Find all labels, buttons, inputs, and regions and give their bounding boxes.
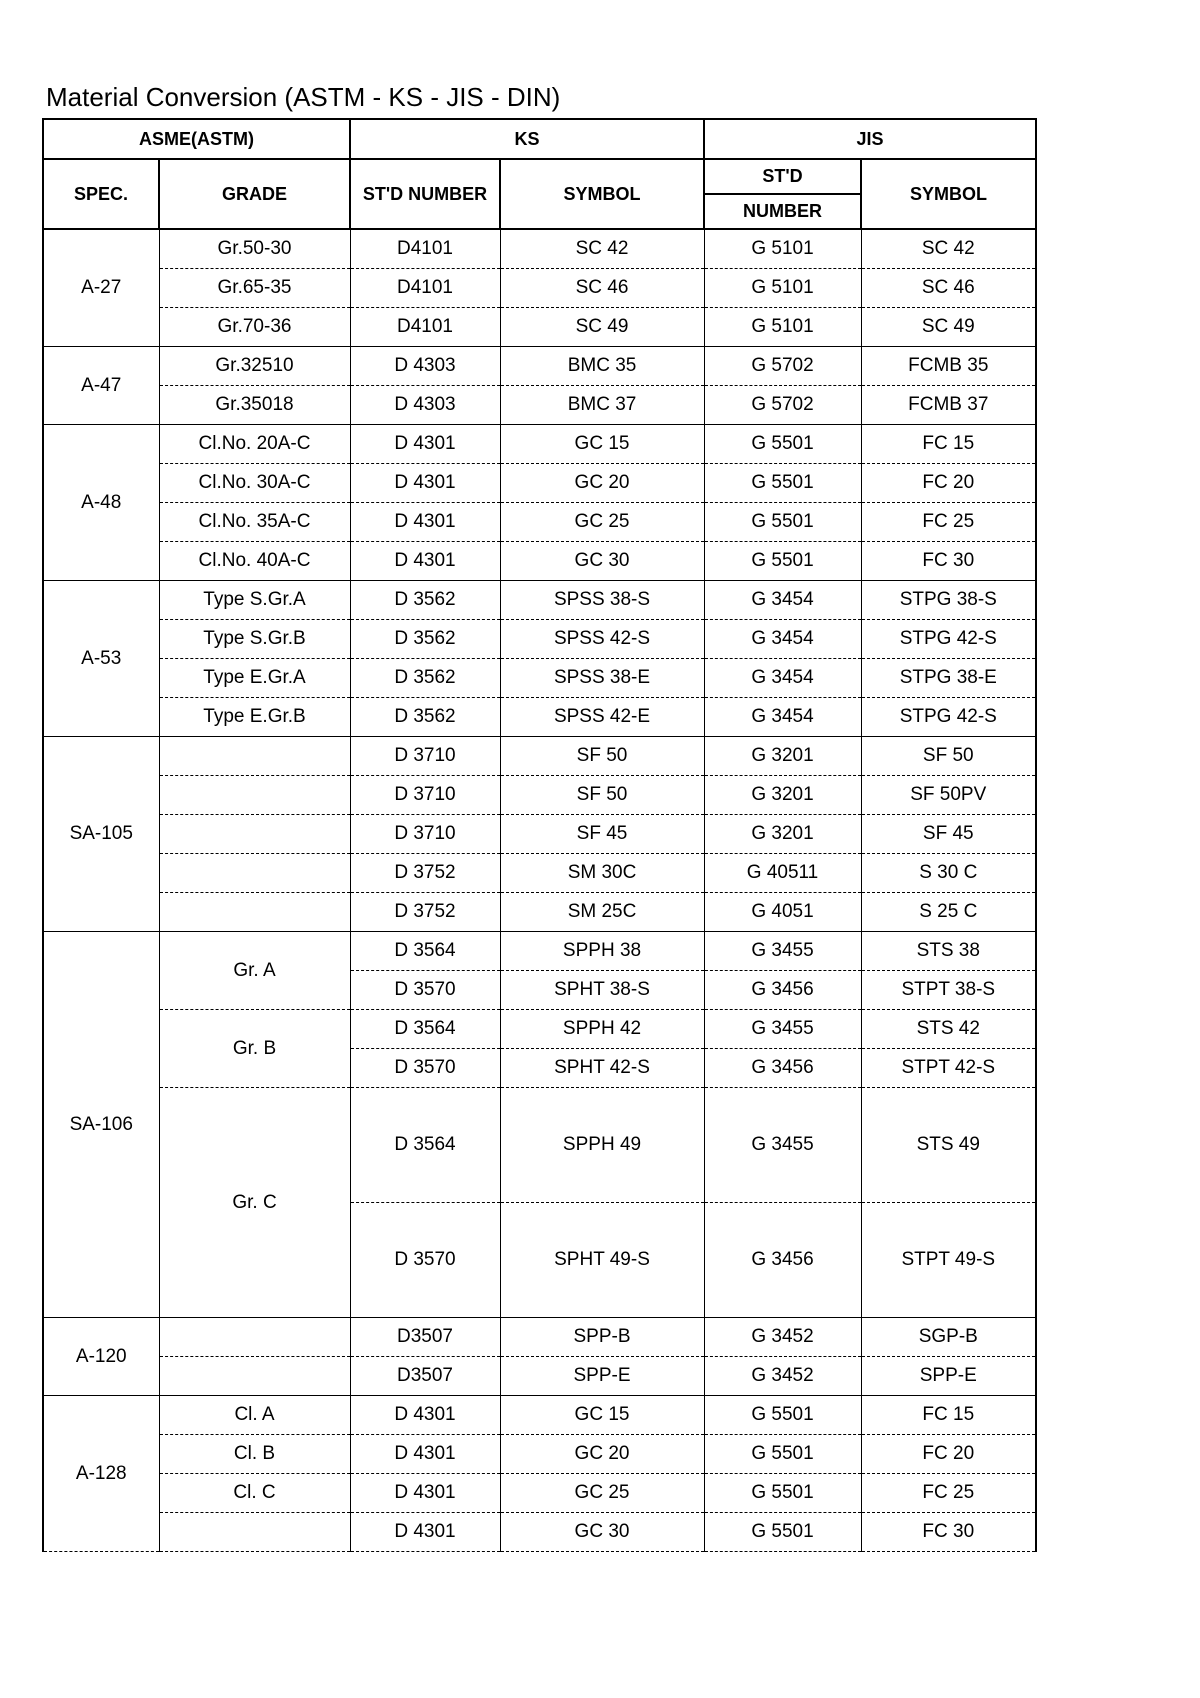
ks-std-number-cell: D4101 — [350, 308, 500, 347]
grade-cell: Type S.Gr.B — [159, 620, 350, 659]
jis-symbol-cell: FC 20 — [861, 1435, 1036, 1474]
table-row — [43, 893, 1036, 932]
header-ks-std-number: ST'D NUMBER — [350, 159, 500, 229]
table-body — [43, 229, 1036, 1552]
jis-std-number-cell: G 5501 — [704, 503, 861, 542]
ks-std-number-cell: D 4301 — [350, 503, 500, 542]
ks-std-number-cell: D 3564 — [350, 932, 500, 971]
jis-std-number-cell: G 5501 — [704, 425, 861, 464]
ks-std-number-cell: D 4303 — [350, 347, 500, 386]
grade-cell — [159, 737, 350, 776]
ks-symbol-cell: SPSS 38-E — [500, 659, 704, 698]
table-row — [43, 854, 1036, 893]
grade-cell: Cl.No. 20A-C — [159, 425, 350, 464]
ks-std-number-cell: D 4303 — [350, 386, 500, 425]
grade-cell: Cl.No. 40A-C — [159, 542, 350, 581]
jis-symbol-cell: SC 42 — [861, 229, 1036, 269]
ks-symbol-cell: SF 45 — [500, 815, 704, 854]
ks-symbol-cell: SF 50 — [500, 776, 704, 815]
grade-cell: Cl. B — [159, 1435, 350, 1474]
ks-std-number-cell: D4101 — [350, 269, 500, 308]
grade-cell: Type E.Gr.B — [159, 698, 350, 737]
jis-std-number-cell: G 5501 — [704, 1435, 861, 1474]
table-row — [43, 308, 1036, 347]
header-grade: GRADE — [159, 159, 350, 229]
spec-cell: SA-105 — [43, 737, 159, 932]
ks-symbol-cell: GC 25 — [500, 1474, 704, 1513]
jis-symbol-cell: SF 45 — [861, 815, 1036, 854]
header-ks: KS — [350, 119, 704, 159]
jis-symbol-cell: SPP-E — [861, 1357, 1036, 1396]
grade-cell: Gr.35018 — [159, 386, 350, 425]
ks-std-number-cell: D 3710 — [350, 815, 500, 854]
grade-cell: Cl.No. 30A-C — [159, 464, 350, 503]
ks-std-number-cell: D 3564 — [350, 1088, 500, 1203]
grade-cell: Gr.70-36 — [159, 308, 350, 347]
jis-std-number-cell: G 3452 — [704, 1357, 861, 1396]
jis-symbol-cell: FCMB 37 — [861, 386, 1036, 425]
ks-symbol-cell: SPPH 42 — [500, 1010, 704, 1049]
ks-std-number-cell: D 3562 — [350, 620, 500, 659]
ks-std-number-cell: D 4301 — [350, 1396, 500, 1435]
ks-std-number-cell: D 3570 — [350, 971, 500, 1010]
table-row — [43, 581, 1036, 620]
jis-std-number-cell: G 3454 — [704, 659, 861, 698]
ks-symbol-cell: SC 46 — [500, 269, 704, 308]
table-row — [43, 269, 1036, 308]
grade-cell: Gr.32510 — [159, 347, 350, 386]
jis-std-number-cell: G 3455 — [704, 1088, 861, 1203]
jis-symbol-cell: S 25 C — [861, 893, 1036, 932]
grade-cell — [159, 776, 350, 815]
spec-cell: SA-106 — [43, 932, 159, 1318]
jis-std-number-cell: G 3454 — [704, 698, 861, 737]
jis-std-number-cell: G 5501 — [704, 1513, 861, 1552]
ks-std-number-cell: D 3562 — [350, 659, 500, 698]
table-row — [43, 932, 1036, 971]
ks-symbol-cell: GC 30 — [500, 1513, 704, 1552]
jis-symbol-cell: FC 30 — [861, 542, 1036, 581]
jis-symbol-cell: FC 30 — [861, 1513, 1036, 1552]
spec-cell: A-48 — [43, 425, 159, 581]
header-jis-std-bottom: NUMBER — [704, 194, 861, 229]
ks-symbol-cell: GC 20 — [500, 1435, 704, 1474]
ks-std-number-cell: D 4301 — [350, 425, 500, 464]
table-row — [43, 1396, 1036, 1435]
jis-symbol-cell: S 30 C — [861, 854, 1036, 893]
jis-std-number-cell: G 3452 — [704, 1318, 861, 1357]
jis-std-number-cell: G 3456 — [704, 971, 861, 1010]
ks-symbol-cell: SC 49 — [500, 308, 704, 347]
jis-symbol-cell: STPG 38-E — [861, 659, 1036, 698]
jis-symbol-cell: STS 42 — [861, 1010, 1036, 1049]
header-asme: ASME(ASTM) — [43, 119, 350, 159]
ks-symbol-cell: GC 15 — [500, 1396, 704, 1435]
jis-symbol-cell: STPT 42-S — [861, 1049, 1036, 1088]
jis-symbol-cell: STS 49 — [861, 1088, 1036, 1203]
grade-cell — [159, 893, 350, 932]
table-row — [43, 503, 1036, 542]
ks-symbol-cell: SPHT 42-S — [500, 1049, 704, 1088]
header-spec: SPEC. — [43, 159, 159, 229]
table-row — [43, 659, 1036, 698]
jis-symbol-cell: SGP-B — [861, 1318, 1036, 1357]
table-row — [43, 1318, 1036, 1357]
jis-std-number-cell: G 5501 — [704, 1396, 861, 1435]
grade-cell — [159, 815, 350, 854]
ks-std-number-cell: D 4301 — [350, 542, 500, 581]
ks-symbol-cell: SPPH 49 — [500, 1088, 704, 1203]
ks-std-number-cell: D 4301 — [350, 1435, 500, 1474]
ks-std-number-cell: D4101 — [350, 229, 500, 269]
material-conversion-table — [42, 118, 1037, 1552]
table-row — [43, 425, 1036, 464]
jis-symbol-cell: STPG 42-S — [861, 620, 1036, 659]
header-ks-symbol: SYMBOL — [500, 159, 704, 229]
jis-symbol-cell: FC 15 — [861, 1396, 1036, 1435]
grade-cell — [159, 1357, 350, 1396]
table-row — [43, 347, 1036, 386]
jis-std-number-cell: G 5501 — [704, 464, 861, 503]
grade-cell: Gr. C — [159, 1088, 350, 1318]
table-row — [43, 1088, 1036, 1203]
jis-std-number-cell: G 3201 — [704, 815, 861, 854]
grade-cell: Type S.Gr.A — [159, 581, 350, 620]
jis-std-number-cell: G 3454 — [704, 581, 861, 620]
spec-cell: A-120 — [43, 1318, 159, 1396]
jis-std-number-cell: G 5101 — [704, 308, 861, 347]
table-row — [43, 698, 1036, 737]
ks-std-number-cell: D 4301 — [350, 1513, 500, 1552]
ks-std-number-cell: D 3564 — [350, 1010, 500, 1049]
jis-symbol-cell: STS 38 — [861, 932, 1036, 971]
jis-std-number-cell: G 5101 — [704, 269, 861, 308]
ks-symbol-cell: SF 50 — [500, 737, 704, 776]
jis-std-number-cell: G 3456 — [704, 1049, 861, 1088]
jis-symbol-cell: FC 15 — [861, 425, 1036, 464]
ks-symbol-cell: BMC 37 — [500, 386, 704, 425]
jis-std-number-cell: G 3455 — [704, 1010, 861, 1049]
ks-std-number-cell: D 3562 — [350, 698, 500, 737]
ks-std-number-cell: D 3710 — [350, 776, 500, 815]
jis-std-number-cell: G 5702 — [704, 347, 861, 386]
grade-cell: Gr. A — [159, 932, 350, 1010]
ks-symbol-cell: SM 30C — [500, 854, 704, 893]
grade-cell — [159, 854, 350, 893]
header-jis-symbol: SYMBOL — [861, 159, 1036, 229]
jis-std-number-cell: G 4051 — [704, 893, 861, 932]
table-row — [43, 620, 1036, 659]
jis-symbol-cell: SF 50 — [861, 737, 1036, 776]
grade-cell: Gr. B — [159, 1010, 350, 1088]
jis-std-number-cell: G 5501 — [704, 1474, 861, 1513]
ks-std-number-cell: D 4301 — [350, 464, 500, 503]
ks-symbol-cell: GC 25 — [500, 503, 704, 542]
jis-symbol-cell: FCMB 35 — [861, 347, 1036, 386]
ks-symbol-cell: SM 25C — [500, 893, 704, 932]
jis-std-number-cell: G 3201 — [704, 776, 861, 815]
ks-std-number-cell: D 3570 — [350, 1203, 500, 1318]
jis-symbol-cell: SF 50PV — [861, 776, 1036, 815]
header-jis-std-top: ST'D — [704, 159, 861, 194]
table-row — [43, 776, 1036, 815]
ks-symbol-cell: SPHT 49-S — [500, 1203, 704, 1318]
grade-cell: Cl.No. 35A-C — [159, 503, 350, 542]
ks-std-number-cell: D3507 — [350, 1357, 500, 1396]
ks-symbol-cell: SPSS 38-S — [500, 581, 704, 620]
jis-symbol-cell: FC 20 — [861, 464, 1036, 503]
table-row — [43, 386, 1036, 425]
ks-std-number-cell: D 3752 — [350, 893, 500, 932]
ks-symbol-cell: GC 15 — [500, 425, 704, 464]
ks-std-number-cell: D3507 — [350, 1318, 500, 1357]
grade-cell: Type E.Gr.A — [159, 659, 350, 698]
jis-symbol-cell: SC 49 — [861, 308, 1036, 347]
ks-symbol-cell: GC 30 — [500, 542, 704, 581]
spec-cell: A-47 — [43, 347, 159, 425]
jis-std-number-cell: G 5101 — [704, 229, 861, 269]
jis-symbol-cell: FC 25 — [861, 503, 1036, 542]
ks-std-number-cell: D 3562 — [350, 581, 500, 620]
jis-symbol-cell: STPG 38-S — [861, 581, 1036, 620]
jis-std-number-cell: G 3456 — [704, 1203, 861, 1318]
table-row — [43, 1435, 1036, 1474]
grade-cell — [159, 1318, 350, 1357]
jis-symbol-cell: STPT 49-S — [861, 1203, 1036, 1318]
jis-symbol-cell: FC 25 — [861, 1474, 1036, 1513]
spec-cell: A-27 — [43, 229, 159, 347]
jis-std-number-cell: G 3201 — [704, 737, 861, 776]
ks-symbol-cell: SPP-E — [500, 1357, 704, 1396]
grade-cell: Cl. A — [159, 1396, 350, 1435]
table-row — [43, 1010, 1036, 1049]
jis-symbol-cell: SC 46 — [861, 269, 1036, 308]
table-row — [43, 542, 1036, 581]
ks-symbol-cell: SPSS 42-E — [500, 698, 704, 737]
ks-symbol-cell: SPP-B — [500, 1318, 704, 1357]
grade-cell: Gr.65-35 — [159, 269, 350, 308]
table-row — [43, 1513, 1036, 1552]
jis-std-number-cell: G 40511 — [704, 854, 861, 893]
table-row — [43, 464, 1036, 503]
ks-symbol-cell: SPHT 38-S — [500, 971, 704, 1010]
ks-std-number-cell: D 3752 — [350, 854, 500, 893]
header-jis: JIS — [704, 119, 1036, 159]
jis-std-number-cell: G 5501 — [704, 542, 861, 581]
table-row — [43, 1474, 1036, 1513]
ks-std-number-cell: D 3570 — [350, 1049, 500, 1088]
grade-cell: Cl. C — [159, 1474, 350, 1513]
ks-symbol-cell: SPSS 42-S — [500, 620, 704, 659]
table-row — [43, 737, 1036, 776]
ks-std-number-cell: D 4301 — [350, 1474, 500, 1513]
table-row — [43, 1357, 1036, 1396]
ks-symbol-cell: SPPH 38 — [500, 932, 704, 971]
table-row — [43, 229, 1036, 269]
jis-std-number-cell: G 3454 — [704, 620, 861, 659]
ks-std-number-cell: D 3710 — [350, 737, 500, 776]
spec-cell: A-53 — [43, 581, 159, 737]
ks-symbol-cell: BMC 35 — [500, 347, 704, 386]
ks-symbol-cell: SC 42 — [500, 229, 704, 269]
jis-std-number-cell: G 5702 — [704, 386, 861, 425]
spec-cell: A-128 — [43, 1396, 159, 1552]
grade-cell — [159, 1513, 350, 1552]
page-title: Material Conversion (ASTM - KS - JIS - DIN) — [46, 82, 561, 112]
table-row — [43, 815, 1036, 854]
jis-symbol-cell: STPG 42-S — [861, 698, 1036, 737]
jis-symbol-cell: STPT 38-S — [861, 971, 1036, 1010]
ks-symbol-cell: GC 20 — [500, 464, 704, 503]
grade-cell: Gr.50-30 — [159, 229, 350, 269]
jis-std-number-cell: G 3455 — [704, 932, 861, 971]
